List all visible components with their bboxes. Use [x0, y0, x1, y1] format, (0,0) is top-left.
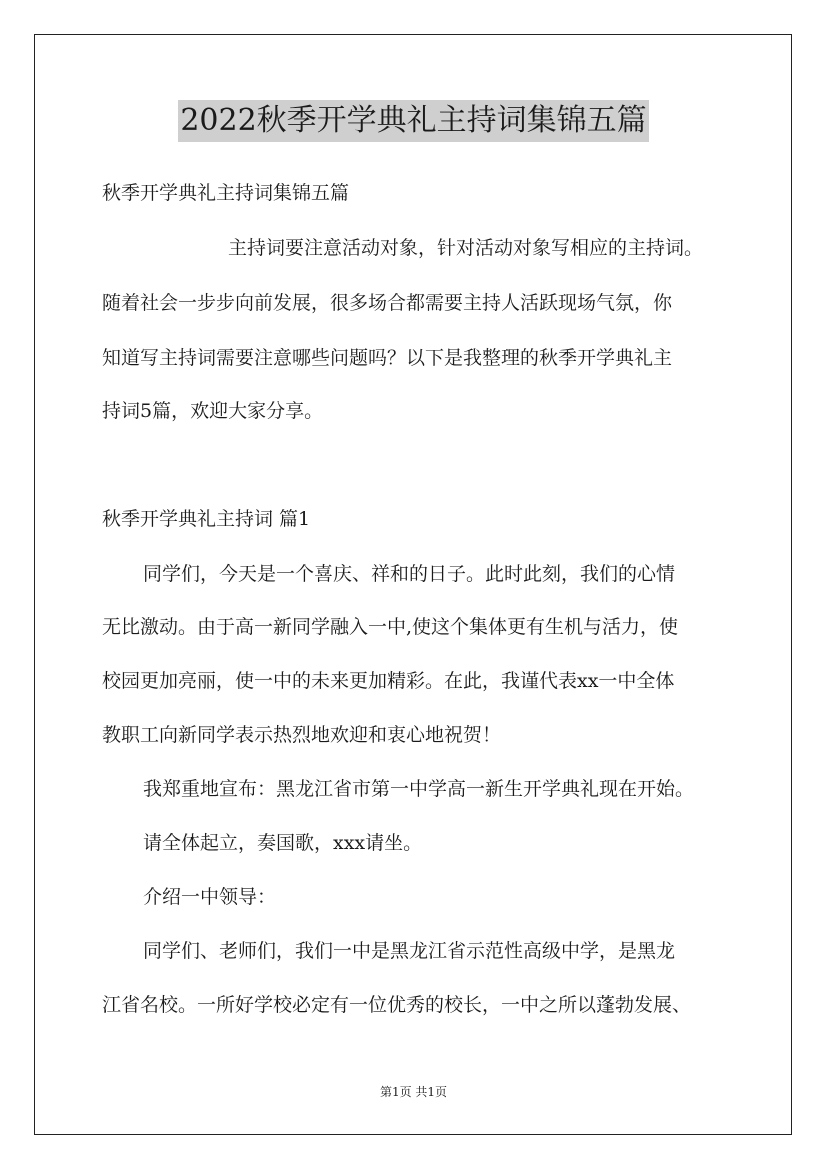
document-subtitle: 秋季开学典礼主持词集锦五篇	[102, 182, 350, 204]
document-title: 2022秋季开学典礼主持词集锦五篇	[178, 100, 648, 142]
intro-line-1: 主持词要注意活动对象，针对活动对象写相应的主持词。	[228, 237, 704, 259]
intro-line-2: 随着社会一步步向前发展，很多场合都需要主持人活跃现场气氛，你	[102, 292, 673, 314]
section-line-6: 请全体起立，奏国歌，xxx请坐。	[143, 832, 423, 854]
section-line-5: 我郑重地宣布：黑龙江省市第一中学高一新生开学典礼现在开始。	[143, 778, 695, 800]
section-line-4: 教职工向新同学表示热烈地欢迎和衷心地祝贺！	[102, 724, 502, 746]
section-line-8: 同学们、老师们，我们一中是黑龙江省示范性高级中学，是黑龙	[143, 940, 676, 962]
section-line-3: 校园更加亮丽，使一中的未来更加精彩。在此，我谨代表xx一中全体	[102, 670, 675, 692]
section-line-2: 无比激动。由于高一新同学融入一中,使这个集体更有生机与活力，使	[102, 616, 679, 638]
section-line-1: 同学们，今天是一个喜庆、祥和的日子。此时此刻，我们的心情	[143, 563, 676, 585]
intro-line-4: 持词5篇，欢迎大家分享。	[102, 400, 324, 422]
intro-line-3: 知道写主持词需要注意哪些问题吗？以下是我整理的秋季开学典礼主	[102, 347, 673, 369]
section-heading: 秋季开学典礼主持词 篇1	[102, 508, 311, 530]
section-line-7: 介绍一中领导：	[143, 886, 277, 908]
document-title-wrapper	[0, 100, 827, 142]
page-number: 第1页 共1页	[379, 1085, 448, 1099]
section-line-9: 江省名校。一所好学校必定有一位优秀的校长，一中之所以蓬勃发展、	[102, 994, 692, 1016]
